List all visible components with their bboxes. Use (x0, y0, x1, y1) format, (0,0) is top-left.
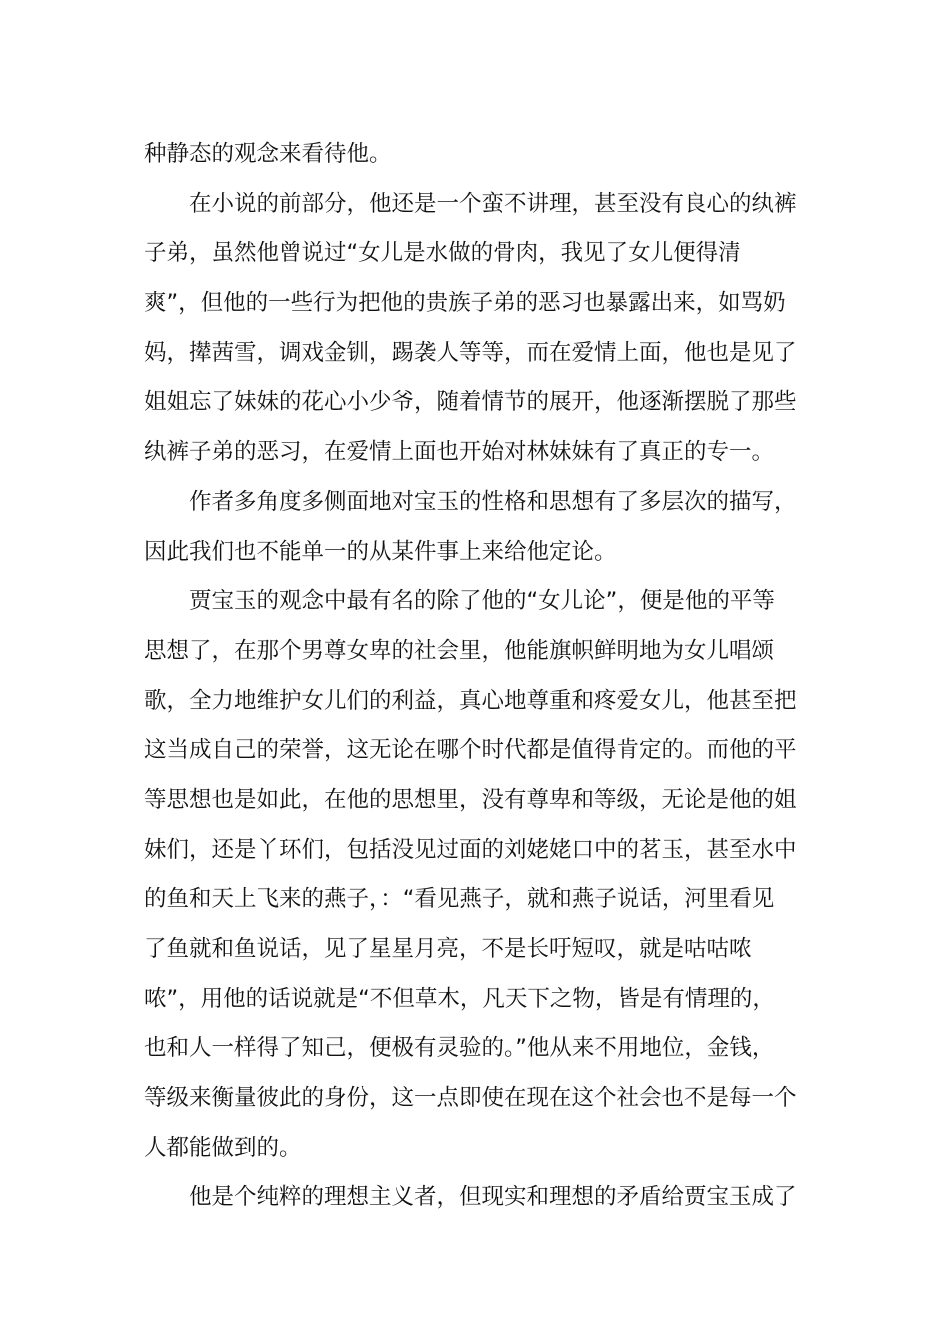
text-line: 姐姐忘了妹妹的花心小少爷，随着情节的展开，他逐渐摆脱了那些 (144, 389, 797, 416)
text-line: 等级来衡量彼此的身份，这一点即使在现在这个社会也不是每一个 (144, 1085, 797, 1112)
paragraph-first-line: 他是个纯粹的理想主义者，但现实和理想的矛盾给贾宝玉成了 (189, 1184, 797, 1211)
text-line: 爽”，但他的一些行为把他的贵族子弟的恶习也暴露出来，如骂奶 (144, 290, 786, 317)
text-line: 也和人一样得了知己，便极有灵验的。”他从来不用地位，金钱， (144, 1035, 775, 1062)
text-line: 等思想也是如此，在他的思想里，没有尊卑和等级，无论是他的姐 (144, 786, 797, 813)
paragraph-first-line: 作者多角度多侧面地对宝玉的性格和思想有了多层次的描写， (189, 488, 797, 515)
text-line: 妈，撵茜雪，调戏金钏，踢袭人等等，而在爱情上面，他也是见了 (144, 339, 797, 366)
text-line: 种静态的观念来看待他。 (144, 141, 392, 167)
text-line: 人都能做到的。 (144, 1134, 302, 1161)
text-line: 这当成自己的荣誉，这无论在哪个时代都是值得肯定的。而他的平 (144, 737, 797, 764)
text-line: 思想了，在那个男尊女卑的社会里，他能旗帜鲜明地为女儿唱颂 (144, 637, 775, 664)
body-text (144, 130, 824, 1223)
text-line: 的鱼和天上飞来的燕子，：“看见燕子，就和燕子说话，河里看见 (144, 886, 775, 913)
text-line: 了鱼就和鱼说话，见了星星月亮，不是长吁短叹，就是咕咕哝 (144, 936, 752, 962)
text-line: 子弟，虽然他曾说过“女儿是水做的骨肉，我见了女儿便得清 (144, 240, 741, 267)
text-line: 纨裤子弟的恶习，在爱情上面也开始对林妹妹有了真正的专一。 (144, 439, 775, 466)
text-line: 哝”，用他的话说就是“不但草木，凡天下之物，皆是有情理的， (144, 985, 775, 1012)
text-line: 妹们，还是丫环们，包括没见过面的刘姥姥口中的茗玉，甚至水中 (144, 836, 797, 863)
text-line: 因此我们也不能单一的从某件事上来给他定论。 (144, 538, 617, 565)
paragraph-first-line: 在小说的前部分，他还是一个蛮不讲理，甚至没有良心的纨裤 (189, 190, 797, 217)
text-line: 歌，全力地维护女儿们的利益，真心地尊重和疼爱女儿，他甚至把 (144, 687, 797, 714)
paragraph-first-line: 贾宝玉的观念中最有名的除了他的“女儿论”，便是他的平等 (189, 588, 775, 615)
